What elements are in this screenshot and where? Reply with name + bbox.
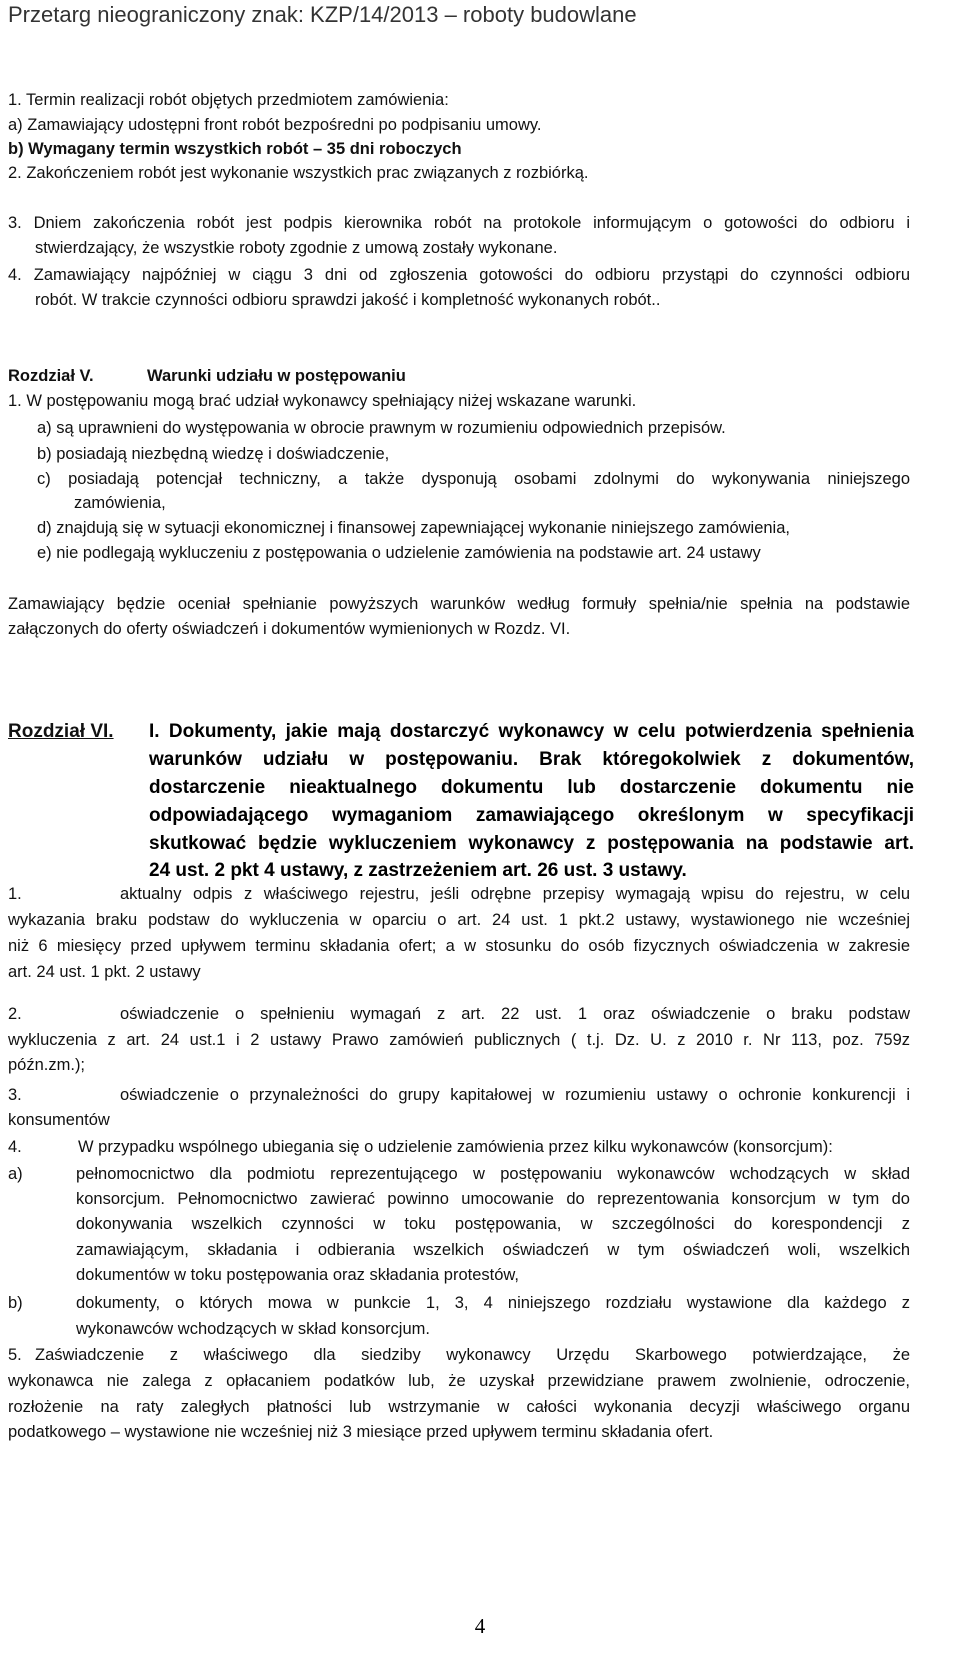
chapter-5-heading: Warunki udziału w postępowaniu [147, 367, 406, 385]
doc-item-3-number: 3. [8, 1086, 22, 1104]
chapter-6-heading-line-4: odpowiadającego wymaganiom zamawiającego określonym w specyfikacji [149, 805, 914, 826]
term-item-b: b) Wymagany termin wszystkich robót – 35 dni roboczych [8, 140, 462, 158]
completion-date-line-1: 3. Dniem zakończenia robót jest podpis kierownika robót na protokole informującym o gotowości do odbioru i [8, 214, 910, 232]
term-item-a: a) Zamawiający udostępni front robót bezpośredni po podpisaniu umowy. [8, 116, 542, 134]
condition-c-line-1: c) posiadają potencjał techniczny, a także dysponują osobami zdolnymi do wykonywania niniejszego [37, 470, 910, 488]
condition-b: b) posiadają niezbędną wiedzę i doświadczenie, [37, 445, 390, 463]
doc-item-5-line-2: wykonawca nie zalega z opłacaniem podatków lub, że uzyskał przewidziane prawem zwolnienie, odroczenie, [8, 1372, 910, 1390]
condition-c-line-2: zamówienia, [74, 494, 166, 512]
doc-item-5-line-4: podatkowego – wystawione nie wcześniej niż 3 miesiące przed upływem terminu składania ofert. [8, 1423, 714, 1441]
consortium-item-b-letter: b) [8, 1294, 23, 1312]
completion-date-line-2: stwierdzający, że wszystkie roboty zgodnie z umową zostały wykonane. [35, 239, 558, 257]
chapter-6-heading-line-5: skutkować będzie wykluczeniem wykonawcy z postępowania na podstawie art. [149, 833, 914, 854]
condition-a: a) są uprawnieni do występowania w obrocie prawnym w rozumieniu odpowiednich przepisów. [37, 419, 726, 437]
acceptance-line-1: 4. Zamawiający najpóźniej w ciągu 3 dni od zgłoszenia gotowości do odbioru przystąpi do czynności odbioru [8, 266, 910, 284]
doc-item-4-number: 4. [8, 1138, 22, 1156]
consortium-item-a-line-1: pełnomocnictwo dla podmiotu reprezentującego w postępowaniu wykonawców wchodzących w skład [76, 1165, 910, 1183]
chapter-5-label: Rozdział V. [8, 367, 94, 385]
doc-item-5-number: 5. [8, 1346, 22, 1364]
doc-item-3-line-2: konsumentów [8, 1111, 110, 1129]
consortium-item-a-letter: a) [8, 1165, 23, 1183]
doc-item-2-line-3: późn.zm.); [8, 1056, 86, 1074]
condition-d: d) znajdują się w sytuacji ekonomicznej i finansowej zapewniającej wykonanie niniejszego zamówienia, [37, 519, 790, 537]
doc-item-4-line-1: W przypadku wspólnego ubiegania się o udzielenie zamówienia przez kilku wykonawców (konsorcjum): [78, 1138, 833, 1156]
completion-line: 2. Zakończeniem robót jest wykonanie wszystkich prac związanych z rozbiórką. [8, 164, 589, 182]
consortium-item-a-line-3: dokonywania wszelkich czynności w toku postępowania, w szczególności do korespondencji z [76, 1215, 910, 1233]
chapter-5-intro: 1. W postępowaniu mogą brać udział wykonawcy spełniający niżej wskazane warunki. [8, 392, 637, 410]
chapter-6-heading-line-2: warunków udziału w postępowaniu. Brak któregokolwiek z dokumentów, [149, 749, 914, 770]
page-title: Przetarg nieograniczony znak: KZP/14/2013 – roboty budowlane [8, 2, 637, 27]
evaluation-line-1: Zamawiający będzie oceniał spełnianie powyższych warunków według formuły spełnia/nie spełnia na podstawie [8, 595, 910, 613]
doc-item-1-line-1: aktualny odpis z właściwego rejestru, jeśli odrębne przepisy wymagają wpisu do rejestru, w celu [120, 885, 910, 903]
page-number: 4 [474, 1614, 486, 1638]
doc-item-2-line-1: oświadczenie o spełnieniu wymagań z art. 22 ust. 1 oraz oświadczenie o braku podstaw [120, 1005, 910, 1023]
doc-item-1-number: 1. [8, 885, 22, 903]
doc-item-1-line-3: niż 6 miesięcy przed upływem terminu składania ofert; a w stosunku do osób fizycznych oświadczenia w zakresie [8, 937, 910, 955]
evaluation-line-2: załączonych do oferty oświadczeń i dokumentów wymienionych w Rozdz. VI. [8, 620, 571, 638]
chapter-6-heading-line-1: I. Dokumenty, jakie mają dostarczyć wykonawcy w celu potwierdzenia spełnienia [149, 721, 914, 742]
consortium-item-b-line-2: wykonawców wchodzących w skład konsorcjum. [76, 1320, 430, 1338]
acceptance-line-2: robót. W trakcie czynności odbioru sprawdzi jakość i kompletność wykonanych robót.. [35, 291, 661, 309]
doc-item-1-line-2: wykazania braku podstaw do wykluczenia w oparciu o art. 24 ust. 1 pkt.2 ustawy, wystawionego nie wcześniej [8, 911, 910, 929]
consortium-item-b-line-1: dokumenty, o których mowa w punkcie 1, 3, 4 niniejszego rozdziału wystawione dla każdego z [76, 1294, 910, 1312]
consortium-item-a-line-4: zamawiającym, składania i odbierania wszelkich oświadczeń w tym oświadczeń woli, wszelkich [76, 1241, 910, 1259]
chapter-6-label: Rozdział VI. [8, 721, 114, 742]
doc-item-2-number: 2. [8, 1005, 22, 1023]
chapter-6-heading-line-6: 24 ust. 2 pkt 4 ustawy, z zastrzeżeniem art. 26 ust. 3 ustawy. [149, 860, 687, 881]
doc-item-5-line-3: rozłożenie na raty zaległych płatności lub wstrzymanie w całości wykonania decyzji właściwego organu [8, 1398, 910, 1416]
doc-item-2-line-2: wykluczenia z art. 24 ust.1 i 2 ustawy Prawo zamówień publicznych ( t.j. Dz. U. z 2010 r. Nr 113, poz. 759z [8, 1031, 910, 1049]
doc-item-5-line-1: Zaświadczenie z właściwego dla siedziby wykonawcy Urzędu Skarbowego potwierdzające, że [35, 1346, 910, 1364]
doc-item-1-line-4: art. 24 ust. 1 pkt. 2 ustawy [8, 963, 201, 981]
term-heading: 1. Termin realizacji robót objętych przedmiotem zamówienia: [8, 91, 449, 109]
consortium-item-a-line-2: konsorcjum. Pełnomocnictwo zawierać powinno umocowanie do reprezentowania konsorcjum w tym do [76, 1190, 910, 1208]
doc-item-3-line-1: oświadczenie o przynależności do grupy kapitałowej w rozumieniu ustawy o ochronie konkurencji i [120, 1086, 910, 1104]
condition-e: e) nie podlegają wykluczeniu z postępowania o udzielenie zamówienia na podstawie art. 24 ustawy [37, 544, 761, 562]
consortium-item-a-line-5: dokumentów w toku postępowania oraz składania protestów, [76, 1266, 520, 1284]
chapter-6-heading-line-3: dostarczenie nieaktualnego dokumentu lub dostarczenie dokumentu nie [149, 777, 914, 798]
